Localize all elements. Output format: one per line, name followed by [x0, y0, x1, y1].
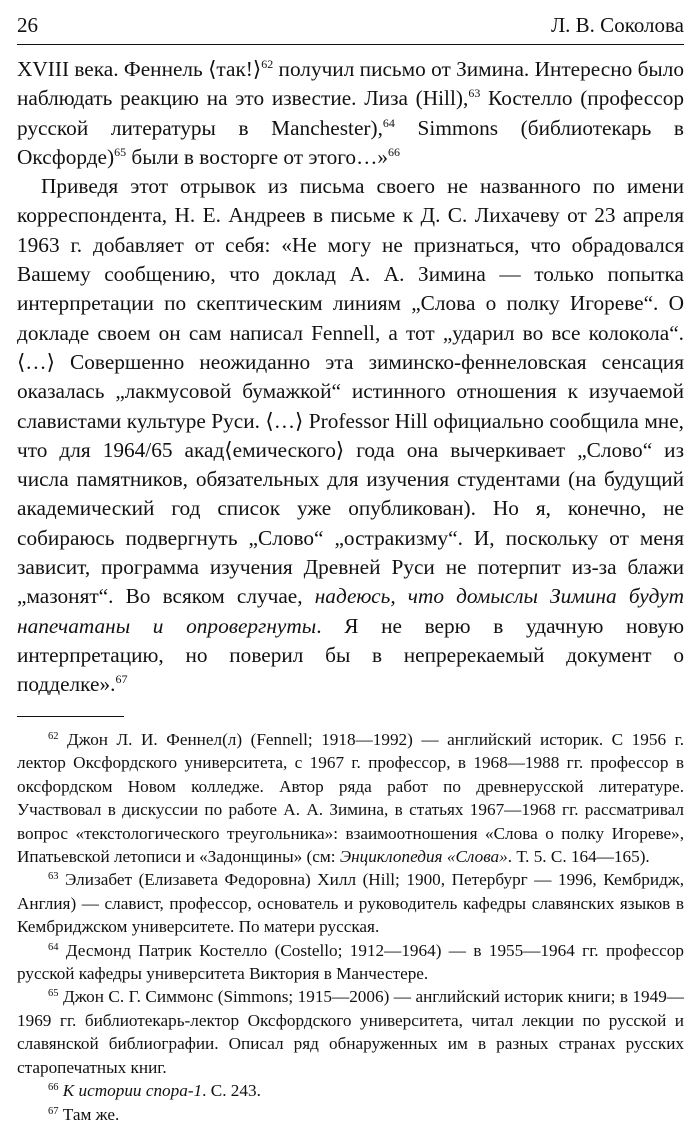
footnote-number: 64 — [48, 941, 59, 953]
page-number: 26 — [17, 13, 38, 37]
footnote-text: Десмонд Патрик Костелло (Costello; 1912—1964) — в 1955—1964 гг. профессор русской кафедры университета Виктория в Манчестере. — [17, 940, 684, 984]
footnote-ref-62: 62 — [261, 57, 274, 71]
text-span: получил письмо от Зимина. Интересно было наблюдать реакцию на это известие. Лиза (Hill), — [17, 57, 685, 111]
text-span: Simmons (библиотекарь в Оксфорде) — [17, 115, 684, 169]
footnote-62 — [17, 728, 684, 868]
footnote-text: Элизабет (Елизавета Федоровна) Хилл (Hill; 1900, Петербург — 1996, Кембридж, Англия) — славист, профессор, основатель и руководитель кафедры славянских языков в Кембриджском университете. По матери русская. — [17, 870, 684, 937]
footnote-ref-65: 65 — [114, 144, 127, 159]
italic-emphasis: надеюсь, что домыслы Зимина будут напечатаны и опровергнуты — [17, 584, 684, 638]
footnote-text: . Т. 5. С. 164—165). — [507, 847, 650, 867]
footnote-italic: К истории спора-1 — [62, 1081, 203, 1101]
footnote-italic: Энциклопедия «Слова» — [339, 847, 508, 867]
footnote-ref-63: 63 — [468, 86, 481, 101]
footnote-63 — [17, 868, 684, 938]
running-head-author: Л. В. Соколова — [550, 13, 684, 37]
footnote-ref-66: 66 — [388, 144, 401, 159]
paragraph-andreev-letter — [17, 172, 684, 699]
footnote-ref-67: 67 — [115, 672, 128, 687]
main-text — [17, 55, 684, 700]
paragraph-quote-ending — [17, 55, 684, 172]
footnote-number: 65 — [48, 988, 59, 1000]
footnote-text: Джон С. Г. Симмонс (Simmons; 1915—2006) — английский историк книги; в 1949—1969 гг. библиотекарь-лектор Оксфордского университета, читал лекции по русской и славянской библиографии. Описал ряд обнаруженных им в разных странах русских старопечатных книг. — [17, 987, 684, 1077]
footnote-text: . С. 243. — [202, 1081, 261, 1101]
footnote-number: 66 — [48, 1082, 59, 1094]
text-span: . Я не верю в удачную новую интерпретацию, но поверил бы в непререкаемый документ о подделке». — [17, 613, 684, 697]
book-page — [17, 0, 685, 1124]
footnotes — [17, 728, 684, 1126]
footnote-66 — [17, 1079, 684, 1102]
footnote-64 — [17, 939, 684, 986]
text-span: Приведя этот отрывок из письма своего не названного по имени корреспондента, Н. Е. Андреев в письме к Д. С. Лихачеву от 23 апреля 1963 г. добавляет от себя: «Не могу не признаться, что обрадовался Вашему сообщению, что доклад А. А. Зимина — только попытка интерпретации по скептическим линиям „Слова о полку Игореве“. О докладе своем он сам написал Fennell, а тот „ударил во все колокола“. ⟨…⟩ Совершенно неожиданно эта зиминско-феннеловская сенсация оказалась „лакмусовой бумажкой“ истинного отношения к изучаемой славистами культуре Руси. ⟨…⟩ Professor Hill официально сообщила мне, что для 1964/65 акад⟨емического⟩ года она вычеркивает „Слово“ из числа памятников, обязательных для изучения студентами (на будущий академический год список уже опубликован). Но я, конечно, не собираюсь подвергнуть „Слово“ „остракизму“. И, поскольку от меня зависит, программа изучения Древней Руси не потерпит из-за блажи „мазонят“. Во всяком случае, — [17, 174, 684, 609]
footnote-67 — [17, 1103, 684, 1126]
text-span: Костелло (профессор русской литературы в Manchester), — [17, 86, 684, 140]
footnote-ref-64: 64 — [382, 115, 395, 130]
footnote-separator — [17, 716, 124, 717]
footnote-65 — [17, 985, 684, 1079]
text-span: были в восторге от этого…» — [126, 144, 389, 169]
footnote-number: 63 — [48, 871, 59, 883]
footnote-text: Там же. — [58, 1104, 120, 1124]
footnote-text: Джон Л. И. Феннел(л) (Fennell; 1918—1992) — английский историк. С 1956 г. лектор Оксфордского университета, с 1967 г. профессор, в 1968—1988 гг. профессор в оксфордском Новом колледже. Автор ряда работ по древнерусской литературе. Участвовал в дискуссии по работе А. А. Зимина, в статьях 1967—1968 гг. рассматривал вопрос «текстологического треугольника»: взаимоотношения «Слова о полку Игореве», Ипатьевской летописи и «Задонщины» (см: — [17, 730, 684, 867]
text-span: XVIII века. Феннель ⟨так!⟩ — [17, 57, 262, 81]
page-header — [17, 0, 684, 45]
footnote-number: 62 — [48, 731, 59, 742]
footnote-number: 67 — [48, 1105, 59, 1117]
